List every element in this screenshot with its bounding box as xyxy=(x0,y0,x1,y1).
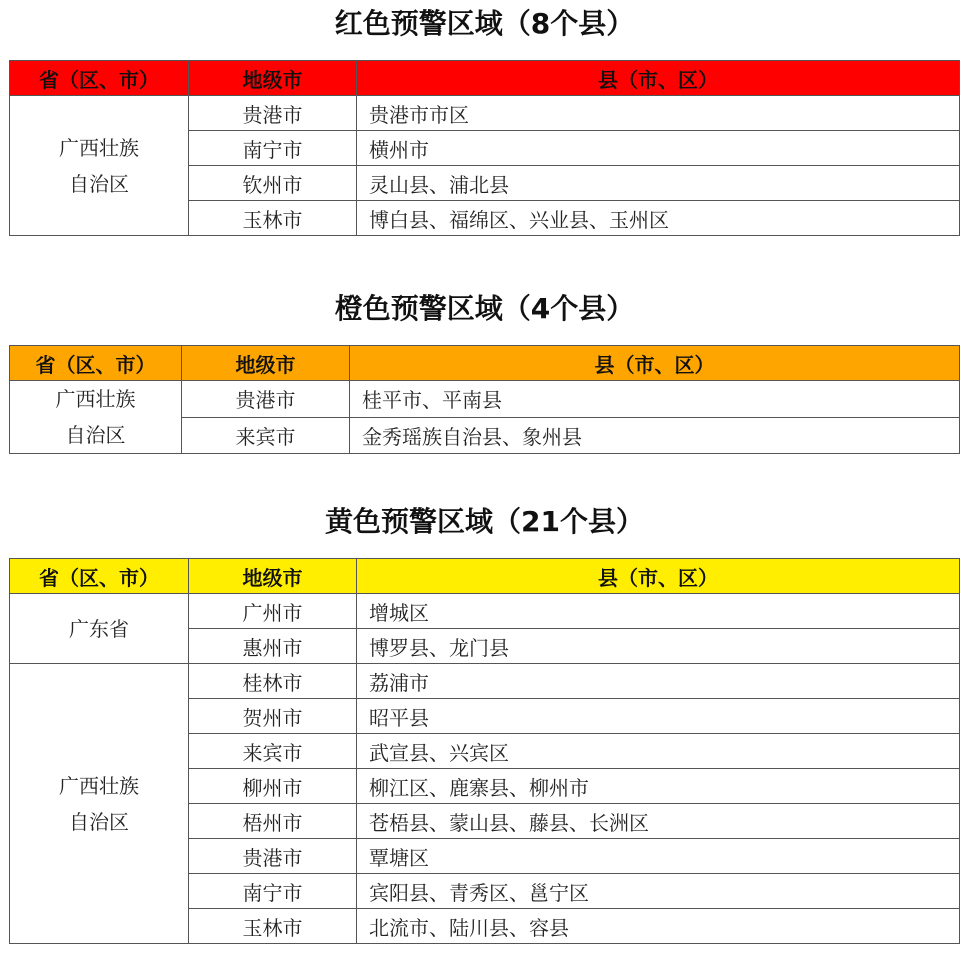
table-row xyxy=(10,96,960,131)
city-cell: 贵港市 xyxy=(189,96,357,131)
city-cell: 柳州市 xyxy=(189,769,357,804)
table-row xyxy=(10,594,960,629)
province-cell xyxy=(10,664,189,944)
county-cell: 武宣县、兴宾区 xyxy=(357,734,960,769)
county-cell: 横州市 xyxy=(357,131,960,166)
city-cell: 桂林市 xyxy=(189,664,357,699)
province-cell xyxy=(10,96,189,236)
yellow-section-title: 黄色预警区域（21个县） xyxy=(325,505,644,538)
city-cell: 玉林市 xyxy=(189,909,357,944)
county-cell: 贵港市市区 xyxy=(357,96,960,131)
province-cell xyxy=(10,594,189,664)
province-line: 自治区 xyxy=(65,423,126,447)
province-line: 广西壮族 xyxy=(59,773,139,798)
city-cell: 南宁市 xyxy=(189,131,357,166)
county-cell: 荔浦市 xyxy=(357,664,960,699)
province-line: 自治区 xyxy=(69,809,129,834)
table-row xyxy=(10,664,960,699)
county-cell: 博罗县、龙门县 xyxy=(357,629,960,664)
orange-section-title: 橙色预警区域（4个县） xyxy=(334,292,635,325)
header-province: 省（区、市） xyxy=(10,61,189,96)
red-warning-table xyxy=(9,60,960,236)
city-cell: 梧州市 xyxy=(189,804,357,839)
header-province: 省（区、市） xyxy=(10,346,182,381)
county-cell: 宾阳县、青秀区、邕宁区 xyxy=(357,874,960,909)
county-cell: 博白县、福绵区、兴业县、玉州区 xyxy=(357,201,960,236)
city-cell: 贺州市 xyxy=(189,699,357,734)
province-cell xyxy=(10,381,182,454)
county-cell: 增城区 xyxy=(357,594,960,629)
county-cell: 金秀瑶族自治县、象州县 xyxy=(350,417,960,454)
province-line: 广西壮族 xyxy=(55,387,136,411)
red-section-title: 红色预警区域（8个县） xyxy=(334,7,635,40)
city-cell: 玉林市 xyxy=(189,201,357,236)
county-cell: 北流市、陆川县、容县 xyxy=(357,909,960,944)
city-cell: 来宾市 xyxy=(182,417,350,454)
header-county: 县（市、区） xyxy=(357,61,960,96)
header-county: 县（市、区） xyxy=(350,346,960,381)
city-cell: 贵港市 xyxy=(182,381,350,418)
county-cell: 覃塘区 xyxy=(357,839,960,874)
province-line: 广东省 xyxy=(69,616,129,641)
city-cell: 钦州市 xyxy=(189,166,357,201)
county-cell: 桂平市、平南县 xyxy=(350,381,960,418)
table-row xyxy=(10,381,960,418)
city-cell: 贵港市 xyxy=(189,839,357,874)
county-cell: 柳江区、鹿寨县、柳州市 xyxy=(357,769,960,804)
city-cell: 南宁市 xyxy=(189,874,357,909)
province-line: 自治区 xyxy=(69,171,129,196)
header-city: 地级市 xyxy=(189,61,357,96)
city-cell: 广州市 xyxy=(189,594,357,629)
city-cell: 来宾市 xyxy=(189,734,357,769)
header-county: 县（市、区） xyxy=(357,559,960,594)
header-city: 地级市 xyxy=(189,559,357,594)
county-cell: 昭平县 xyxy=(357,699,960,734)
city-cell: 惠州市 xyxy=(189,629,357,664)
header-city: 地级市 xyxy=(182,346,350,381)
yellow-warning-table xyxy=(9,558,960,944)
county-cell: 苍梧县、蒙山县、藤县、长洲区 xyxy=(357,804,960,839)
province-line: 广西壮族 xyxy=(59,135,139,160)
county-cell: 灵山县、浦北县 xyxy=(357,166,960,201)
header-province: 省（区、市） xyxy=(10,559,189,594)
orange-warning-table xyxy=(9,345,960,454)
